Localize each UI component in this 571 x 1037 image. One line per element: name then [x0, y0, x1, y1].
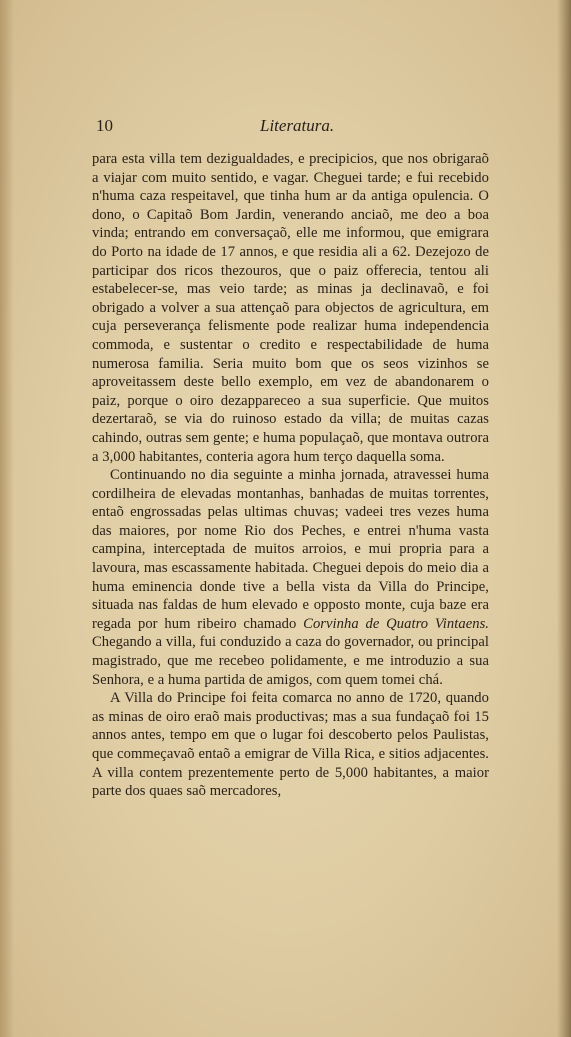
paragraph-1: para esta villa tem dezigualdades, e precipicios, que nos obrigaraõ a viajar com muito sentido, e vagar. Cheguei tarde; e fui recebido n'huma caza respeitavel, que tinha hum ar da antiga opulencia. O dono, o Capitaõ Bom Jardin, venerando anciaõ, me deo a boa vinda; entrando em conversaçaõ, elle me informou, que emigrara do Porto na idade de 17 annos, e que residia ali a 62. Dezejozo de participar dos ricos thezouros, que o paiz offerecia, tentou ali estabelecer-se, mas veio tarde; as minas ja declinavaõ, e foi obrigado a volver a sua attençaõ para objectos de agricultura, em cuja perseverança felismente pode realizar huma independencia commoda, e sustentar o credito e respectabilidade de huma numerosa familia. Seria muito bom que os seos vizinhos se aproveitassem deste bello exemplo, em vez de abandonarem o paiz, porque o oiro dezappareceo a sua superficie. Que muitos dezertaraõ, se via do ruinoso estado da villa; de muitas cazas cahindo, outras sem gente; e huma populaçaõ, que montava outrora a 3,000 habitantes, conteria agora hum terço daquella soma.: [92, 151, 489, 465]
page-number: 10: [96, 116, 113, 135]
paragraph-2-italic-place-name: Corvinha de Quatro Vintaens.: [303, 615, 489, 632]
paragraph-2-text-after: Chegando a villa, fui conduzido a caza do governador, ou principal magistrado, que me recebeo polidamente, e me introduzio a sua Senhora, e a huma partida de amigos, com quem tomei chá.: [92, 634, 489, 688]
paragraph-3: A Villa do Principe foi feita comarca no anno de 1720, quando as minas de oiro eraõ mais productivas; mas a sua fundaçaõ foi 15 annos antes, tempo em que o lugar foi descoberto pelos Paulistas, que commeçavaõ entaõ a emigrar de Villa Rica, e sitios adjacentes. A villa contem prezentemente perto de 5,000 habitantes, a maior parte dos quaes saõ mercadores,: [92, 690, 489, 800]
body-text: [92, 150, 489, 801]
page-left-edge: [0, 0, 14, 1037]
paragraph-2-text-before: Continuando no dia seguinte a minha jornada, atravessei huma cordilheira de elevadas montanhas, banhadas de muitas torrentes, entaõ engrossadas pelas ultimas chuvas; vadeei tres vezes huma das maiores, por nome Rio dos Peches, e entrei n'huma vasta campina, interceptada de muitos arroios, e mui propria para a lavoura, mas escassamente habitada. Cheguei depois do meio dia a huma eminencia donde tive a bella vista da Villa do Principe, situada nas faldas de hum elevado e opposto monte, cuja baze era regada por hum ribeiro chamado: [92, 467, 489, 632]
paragraph-2: [92, 466, 489, 689]
running-head: Literatura.: [260, 116, 335, 135]
page-right-edge: [557, 0, 571, 1037]
page-header: [92, 116, 492, 140]
